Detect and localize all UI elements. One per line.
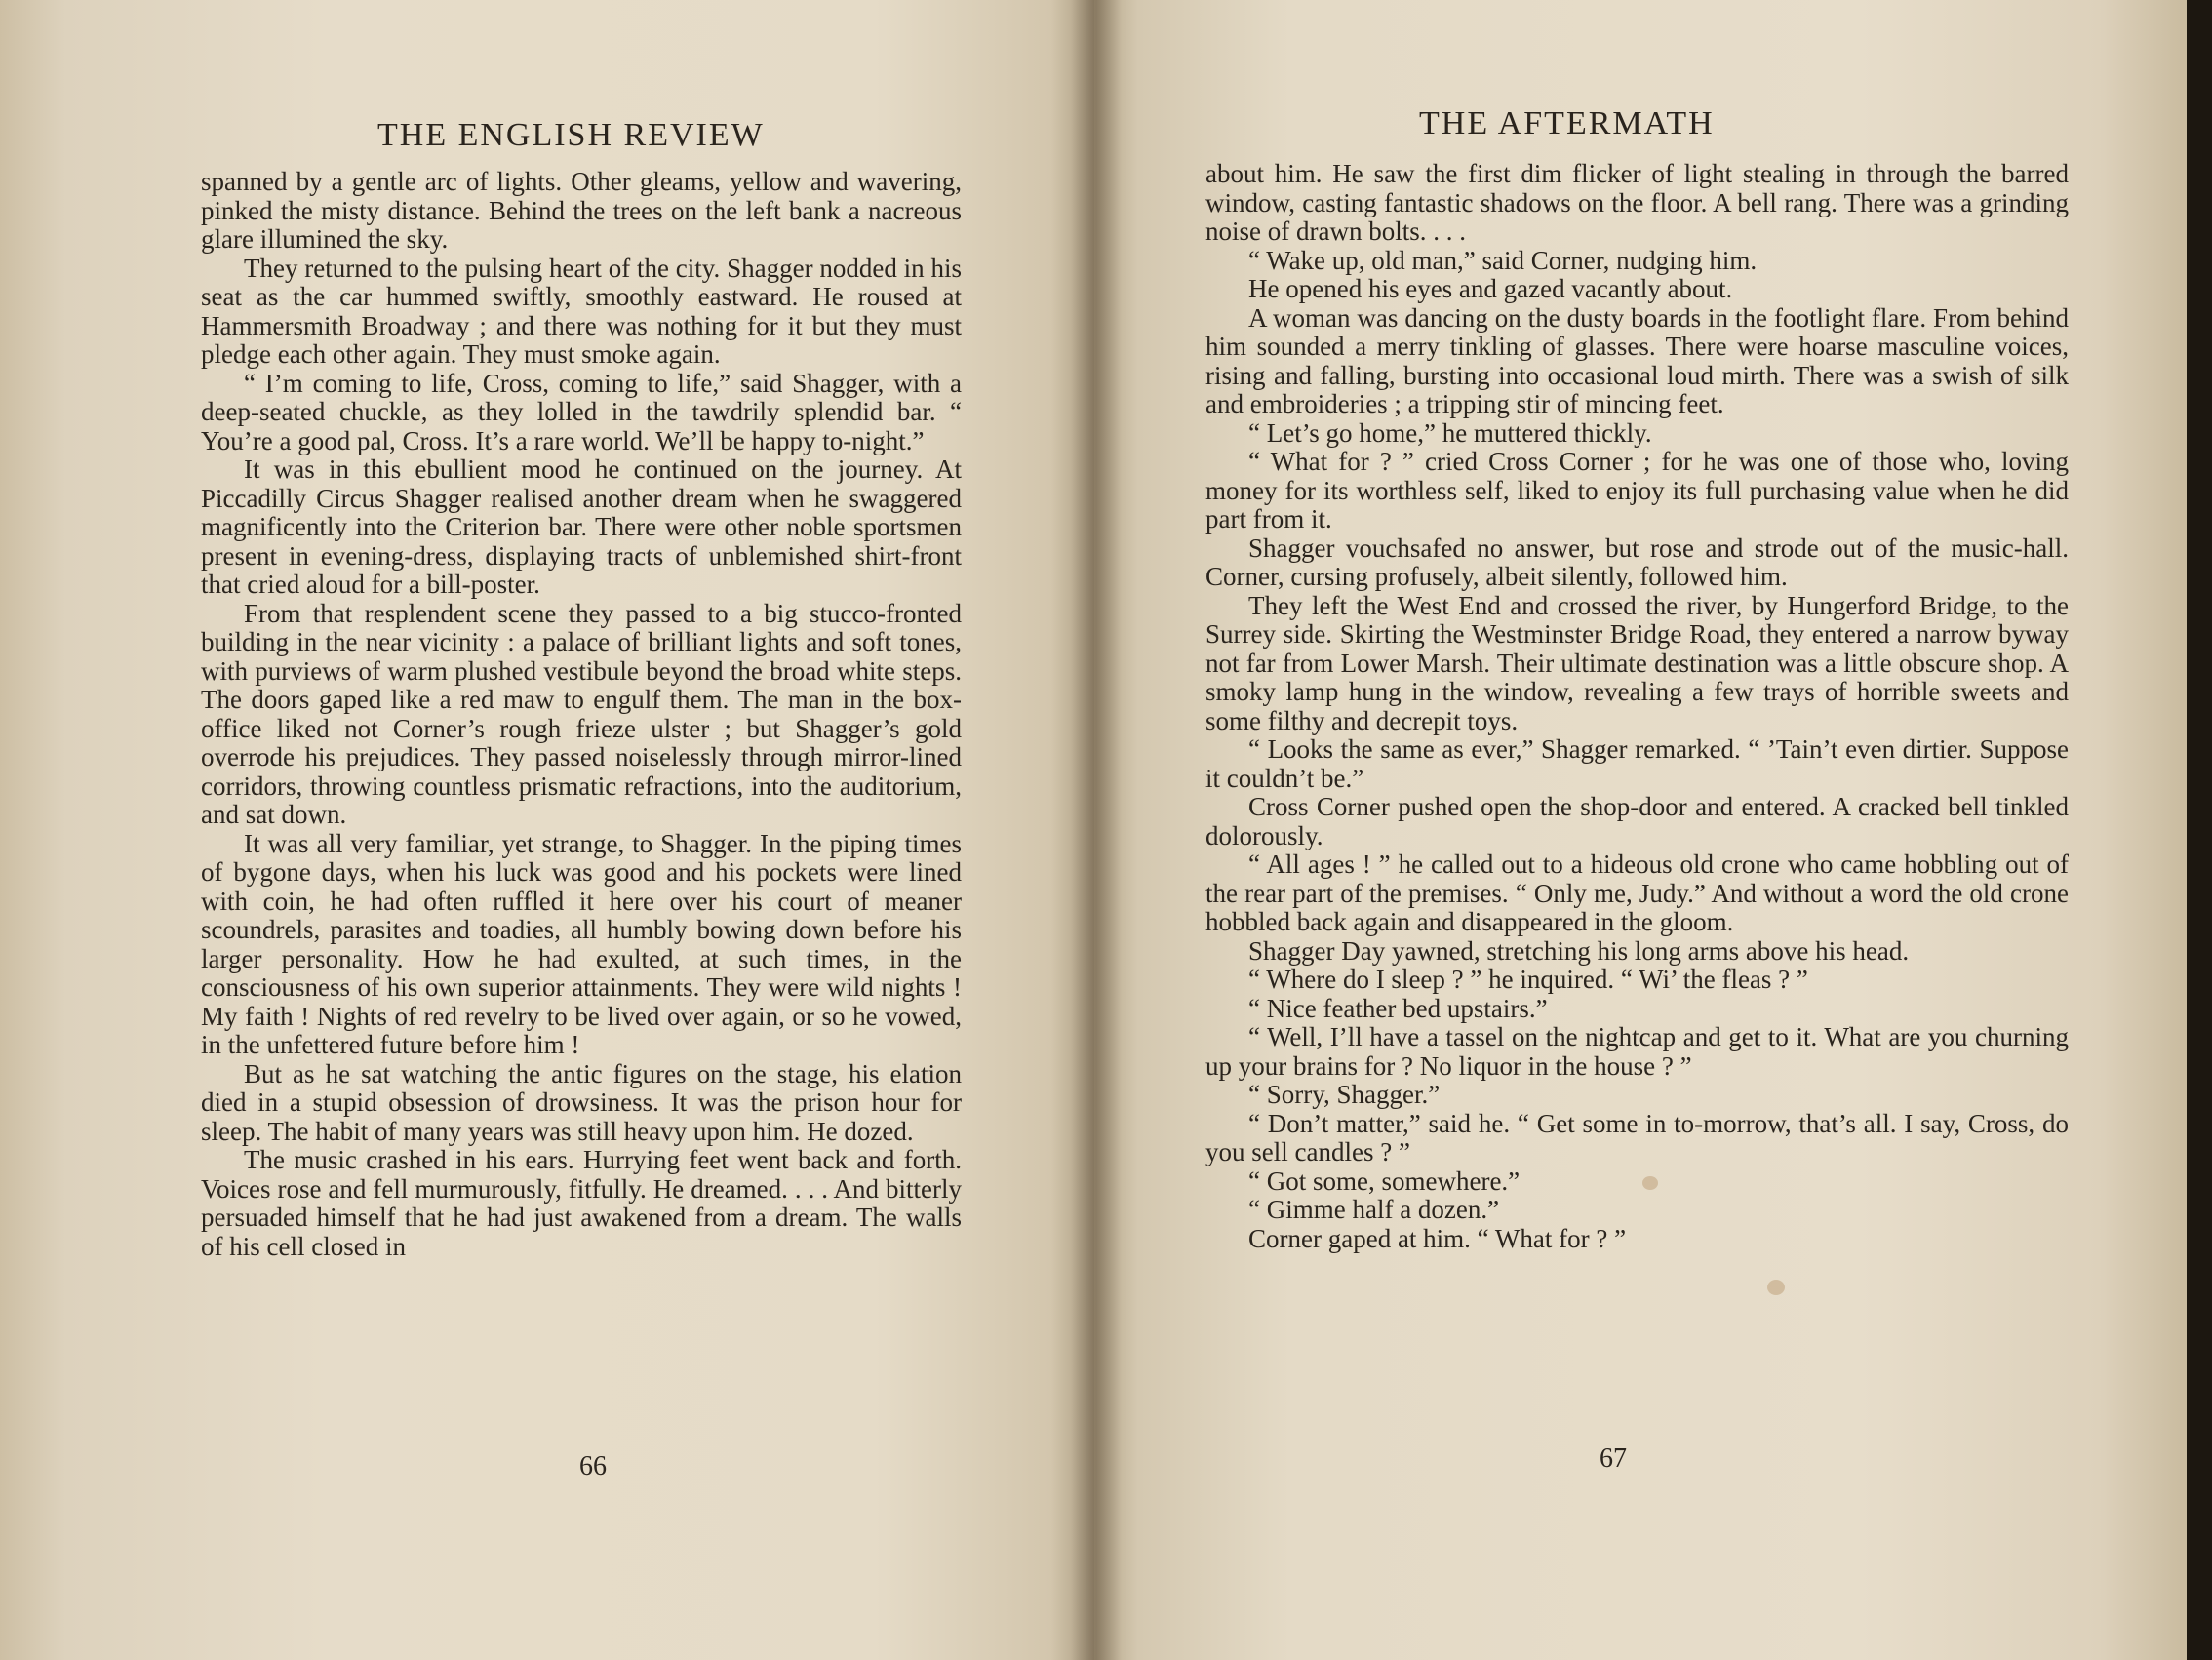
left-paragraph: It was all very familiar, yet strange, to Shagger. In the piping times of bygone days, when his luck was good and his pockets were lined with coin, he had often ruffled it here over his court of meaner scoundrels, parasites and toadies, all humbly bowing down before his larger personality. How he had exulted, at such times, in the consciousness of his own superior attainments. They were wild nights ! My faith ! Nights of red revelry to be lived over again, or so he vowed, in the unfettered future before him !	[201, 828, 962, 1059]
right-text-block	[1205, 160, 2069, 1253]
left-paragraph: “ I’m coming to life, Cross, coming to life,” said Shagger, with a deep-seated chuckle, as they lolled in the tawdrily splendid bar. “ You’re a good pal, Cross. It’s a rare world. We’ll be happy to-night.”	[201, 368, 962, 455]
left-text-block	[201, 168, 962, 1261]
right-paragraph: “ Don’t matter,” said he. “ Get some in to-morrow, that’s all. I say, Cross, do you sell candles ? ”	[1205, 1108, 2069, 1166]
right-paragraph: Shagger vouchsafed no answer, but rose and strode out of the music-hall. Corner, cursing profusely, albeit silently, followed him.	[1205, 533, 2069, 591]
left-paragraph: But as he sat watching the antic figures on the stage, his elation died in a stupid obsession of drowsiness. It was the prison hour for sleep. The habit of many years was still heavy upon him. He dozed.	[201, 1058, 962, 1146]
left-page-number: 66	[579, 1451, 607, 1482]
left-paragraph: They returned to the pulsing heart of the city. Shagger nodded in his seat as the car hummed swiftly, smoothly eastward. He roused at Hammersmith Broadway ; and there was nothing for it but they must pledge each other again. They must smoke again.	[201, 253, 962, 369]
right-paragraph: “ All ages ! ” he called out to a hideous old crone who came hobbling out of the rear part of the premises. “ Only me, Judy.” And without a word the old crone hobbled back again and disappeared in the gloom.	[1205, 850, 2069, 936]
left-paragraph: From that resplendent scene they passed to a big stucco-fronted building in the near vicinity : a palace of brilliant lights and soft tones, with purviews of warm plushed vestibule beyond the broad white steps. The doors gaped like a red maw to engulf them. The man in the box-office liked not Corner’s rough frieze ulster ; but Shagger’s gold overrode his prejudices. They passed noiselessly through mirror-lined corridors, throwing countless prismatic refractions, into the auditorium, and sat down.	[201, 598, 962, 829]
right-paragraph: “ Where do I sleep ? ” he inquired. “ Wi’ the fleas ? ”	[1248, 965, 1808, 994]
left-page	[0, 0, 1094, 1660]
right-paragraph: He opened his eyes and gazed vacantly about.	[1248, 274, 1733, 303]
right-paragraph: A woman was dancing on the dusty boards in the footlight flare. From behind him sounded a merry tinkling of glasses. There were hoarse masculine voices, rising and falling, bursting into occasional loud mirth. There was a swish of silk and embroideries ; a tripping stir of mincing feet.	[1205, 302, 2069, 418]
paper-stain	[1642, 1176, 1658, 1190]
right-paragraph: Shagger Day yawned, stretching his long arms above his head.	[1248, 935, 1910, 966]
right-paragraph: “ What for ? ” cried Cross Corner ; for he was one of those who, loving money for its worthless self, liked to enjoy its full purchasing value when he did part from it.	[1205, 447, 2069, 534]
right-paragraph: “ Got some, somewhere.”	[1248, 1166, 1521, 1196]
right-page-number: 67	[1600, 1443, 1627, 1474]
right-paragraph: “ Well, I’ll have a tassel on the nightcap and get to it. What are you churning up your brains for ? No liquor in the house ? ”	[1205, 1022, 2069, 1081]
right-paragraph: about him. He saw the first dim flicker of light stealing in through the barred window, casting fantastic shadows on the floor. A bell rang. There was a grinding noise of drawn bolts. . . .	[1205, 159, 2069, 246]
right-paragraph: “ Gimme half a dozen.”	[1248, 1195, 1500, 1224]
right-running-head: THE AFTERMATH	[1419, 105, 1715, 141]
right-paragraph: “ Nice feather bed upstairs.”	[1248, 993, 1548, 1023]
left-paragraph: The music crashed in his ears. Hurrying feet went back and forth. Voices rose and fell murmurously, fitfully. He dreamed. . . . And bitterly persuaded himself that he had just awakened from a dream. The walls of his cell closed in	[201, 1145, 962, 1261]
right-paragraph: “ Looks the same as ever,” Shagger remarked. “ ’Tain’t even dirtier. Suppose it couldn’t be.”	[1205, 734, 2069, 793]
right-paragraph: Corner gaped at him. “ What for ? ”	[1248, 1223, 1627, 1253]
left-running-head: THE ENGLISH REVIEW	[377, 117, 765, 153]
right-paragraph: “ Sorry, Shagger.”	[1248, 1080, 1441, 1109]
left-paragraph: spanned by a gentle arc of lights. Other gleams, yellow and wavering, pinked the misty distance. Behind the trees on the left bank a nacreous glare illumined the sky.	[201, 167, 962, 254]
right-paragraph: “ Let’s go home,” he muttered thickly.	[1248, 417, 1652, 448]
right-page	[1094, 0, 2187, 1660]
paper-stain	[1767, 1280, 1785, 1295]
left-paragraph: It was in this ebullient mood he continued on the journey. At Piccadilly Circus Shagger realised another dream when he swaggered magnificently into the Criterion bar. There were other noble sportsmen present in evening-dress, displaying tracts of unblemished shirt-front that cried aloud for a bill-poster.	[201, 455, 962, 599]
right-paragraph: “ Wake up, old man,” said Corner, nudging him.	[1248, 245, 1758, 275]
right-paragraph: They left the West End and crossed the river, by Hungerford Bridge, to the Surrey side. Skirting the Westminster Bridge Road, they entered a narrow byway not far from Lower Marsh. Their ultimate destination was a little obscure shop. A smoky lamp hung in the window, revealing a few trays of horrible sweets and some filthy and decrepit toys.	[1205, 590, 2069, 735]
book-gutter	[1071, 0, 1122, 1660]
right-paragraph: Cross Corner pushed open the shop-door and entered. A cracked bell tinkled dolorously.	[1205, 792, 2069, 850]
